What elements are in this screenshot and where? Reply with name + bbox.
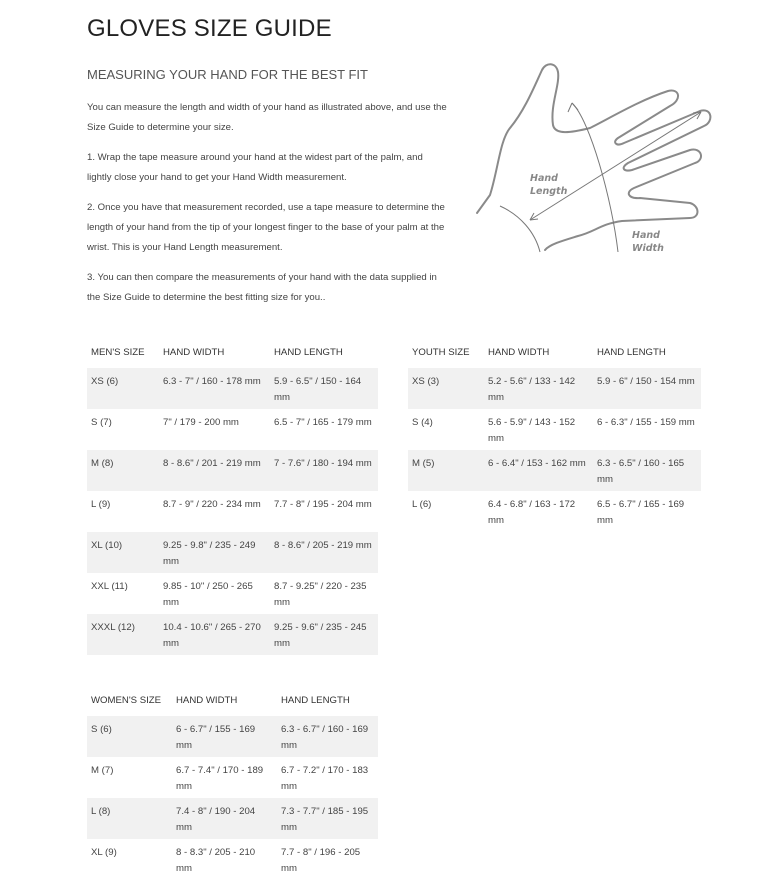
table-row xyxy=(408,450,701,491)
hand-length-cell: 6.3 - 6.5" / 160 - 165 mm xyxy=(593,450,701,491)
size-cell: M (5) xyxy=(408,450,484,491)
table-row xyxy=(87,450,378,491)
hand-width-cell: 8.7 - 9" / 220 - 234 mm xyxy=(163,499,261,510)
hand-length-cell: 7.7 - 8" / 195 - 204 mm xyxy=(274,499,372,510)
hand-length-cell: 7.7 - 8" / 196 - 205 mm xyxy=(281,847,361,874)
size-cell: XS (6) xyxy=(87,368,159,409)
measuring-instructions xyxy=(87,98,447,318)
column-header-size: MEN'S SIZE xyxy=(91,347,145,358)
column-header-size: YOUTH SIZE xyxy=(412,347,470,358)
column-header-hand-width: HAND WIDTH xyxy=(488,347,550,358)
size-cell: L (8) xyxy=(87,798,172,839)
hand-outline xyxy=(477,64,710,250)
intro-paragraph: You can measure the length and width of your hand as illustrated above, and use the Size Guide to determine your size. xyxy=(87,102,447,133)
hand-width-cell: 9.85 - 10" / 250 - 265 mm xyxy=(163,581,253,608)
hand-width-cell: 6.3 - 7" / 160 - 178 mm xyxy=(159,368,270,409)
size-cell: M (7) xyxy=(91,765,114,776)
youth-size-table xyxy=(408,326,701,532)
column-header-hand-length: HAND LENGTH xyxy=(597,347,666,358)
hand-length-cell: 6.5 - 7" / 165 - 179 mm xyxy=(274,417,372,428)
hand-length-cell: 6.7 - 7.2" / 170 - 183 mm xyxy=(281,765,369,792)
section-subtitle: MEASURING YOUR HAND FOR THE BEST FIT xyxy=(87,67,368,82)
table-row xyxy=(87,573,378,614)
size-cell: S (7) xyxy=(91,417,112,428)
hand-length-cell: 7 - 7.6" / 180 - 194 mm xyxy=(270,450,378,491)
hand-length-label-2: Length xyxy=(530,186,568,197)
hand-length-cell: 6.3 - 6.7" / 160 - 169 mm xyxy=(277,716,378,757)
size-cell: M (8) xyxy=(87,450,159,491)
hand-width-cell: 8 - 8.6" / 201 - 219 mm xyxy=(159,450,270,491)
wrist-arc xyxy=(500,206,540,252)
table-row xyxy=(87,409,378,450)
hand-length-cell: 5.9 - 6" / 150 - 154 mm xyxy=(593,368,701,409)
hand-length-cell: 8.7 - 9.25" / 220 - 235 mm xyxy=(274,581,367,608)
table-row xyxy=(87,614,378,655)
hand-length-cell: 7.3 - 7.7" / 185 - 195 mm xyxy=(277,798,378,839)
hand-width-cell: 7.4 - 8" / 190 - 204 mm xyxy=(172,798,277,839)
step-1: 1. Wrap the tape measure around your hand at the widest part of the palm, and lightly close your hand to get your Hand Width measurement. xyxy=(87,152,423,183)
size-cell: XL (10) xyxy=(87,532,159,573)
table-row xyxy=(87,757,378,798)
mens-size-table xyxy=(87,326,378,655)
column-header-hand-length: HAND LENGTH xyxy=(274,347,343,358)
hand-measurement-illustration xyxy=(470,58,730,258)
hand-width-cell: 5.6 - 5.9" / 143 - 152 mm xyxy=(488,417,576,444)
hand-width-label-2: Width xyxy=(632,243,664,254)
table-row xyxy=(408,491,701,532)
size-cell: L (6) xyxy=(412,499,432,510)
table-row xyxy=(87,839,378,880)
size-cell: S (6) xyxy=(87,716,172,757)
hand-length-cell: 6.5 - 6.7" / 165 - 169 mm xyxy=(597,499,685,526)
hand-width-cell: 6.7 - 7.4" / 170 - 189 mm xyxy=(176,765,264,792)
width-arrowhead xyxy=(568,103,578,112)
size-cell: XL (9) xyxy=(91,847,117,858)
hand-length-cell: 6 - 6.3" / 155 - 159 mm xyxy=(597,417,695,428)
hand-length-cell: 9.25 - 9.6" / 235 - 245 mm xyxy=(270,614,378,655)
column-header-hand-width: HAND WIDTH xyxy=(163,347,225,358)
table-row xyxy=(87,798,378,839)
hand-width-label: Hand xyxy=(632,230,660,241)
table-row xyxy=(408,409,701,450)
table-row xyxy=(87,532,378,573)
hand-width-cell: 5.2 - 5.6" / 133 - 142 mm xyxy=(484,368,593,409)
size-cell: S (4) xyxy=(412,417,433,428)
hand-length-label: Hand xyxy=(530,173,558,184)
hand-width-cell: 6.4 - 6.8" / 163 - 172 mm xyxy=(488,499,576,526)
column-header-hand-width: HAND WIDTH xyxy=(176,695,238,706)
size-cell: XS (3) xyxy=(408,368,484,409)
hand-width-cell: 6 - 6.4" / 153 - 162 mm xyxy=(484,450,593,491)
size-cell: XXXL (12) xyxy=(87,614,159,655)
hand-width-cell: 9.25 - 9.8" / 235 - 249 mm xyxy=(159,532,270,573)
hand-length-cell: 8 - 8.6" / 205 - 219 mm xyxy=(270,532,378,573)
table-row xyxy=(408,368,701,409)
table-row xyxy=(87,716,378,757)
hand-length-cell: 5.9 - 6.5" / 150 - 164 mm xyxy=(270,368,378,409)
hand-width-cell: 10.4 - 10.6" / 265 - 270 mm xyxy=(159,614,270,655)
hand-width-cell: 7" / 179 - 200 mm xyxy=(163,417,239,428)
column-header-hand-length: HAND LENGTH xyxy=(281,695,350,706)
table-row xyxy=(87,368,378,409)
size-cell: L (9) xyxy=(91,499,111,510)
table-row xyxy=(87,491,378,532)
hand-width-cell: 8 - 8.3" / 205 - 210 mm xyxy=(176,847,256,874)
page-title: GLOVES SIZE GUIDE xyxy=(87,15,332,42)
size-cell: XXL (11) xyxy=(91,581,128,592)
step-2: 2. Once you have that measurement recorded, use a tape measure to determine the length of your hand from the tip of your longest finger to the base of your palm at the wrist. This is your Hand Length measurement. xyxy=(87,202,445,253)
step-3: 3. You can then compare the measurements of your hand with the data supplied in the Size Guide to determine the best fitting size for you.. xyxy=(87,272,437,303)
womens-size-table xyxy=(87,674,378,880)
column-header-size: WOMEN'S SIZE xyxy=(91,695,162,706)
hand-width-cell: 6 - 6.7" / 155 - 169 mm xyxy=(172,716,277,757)
